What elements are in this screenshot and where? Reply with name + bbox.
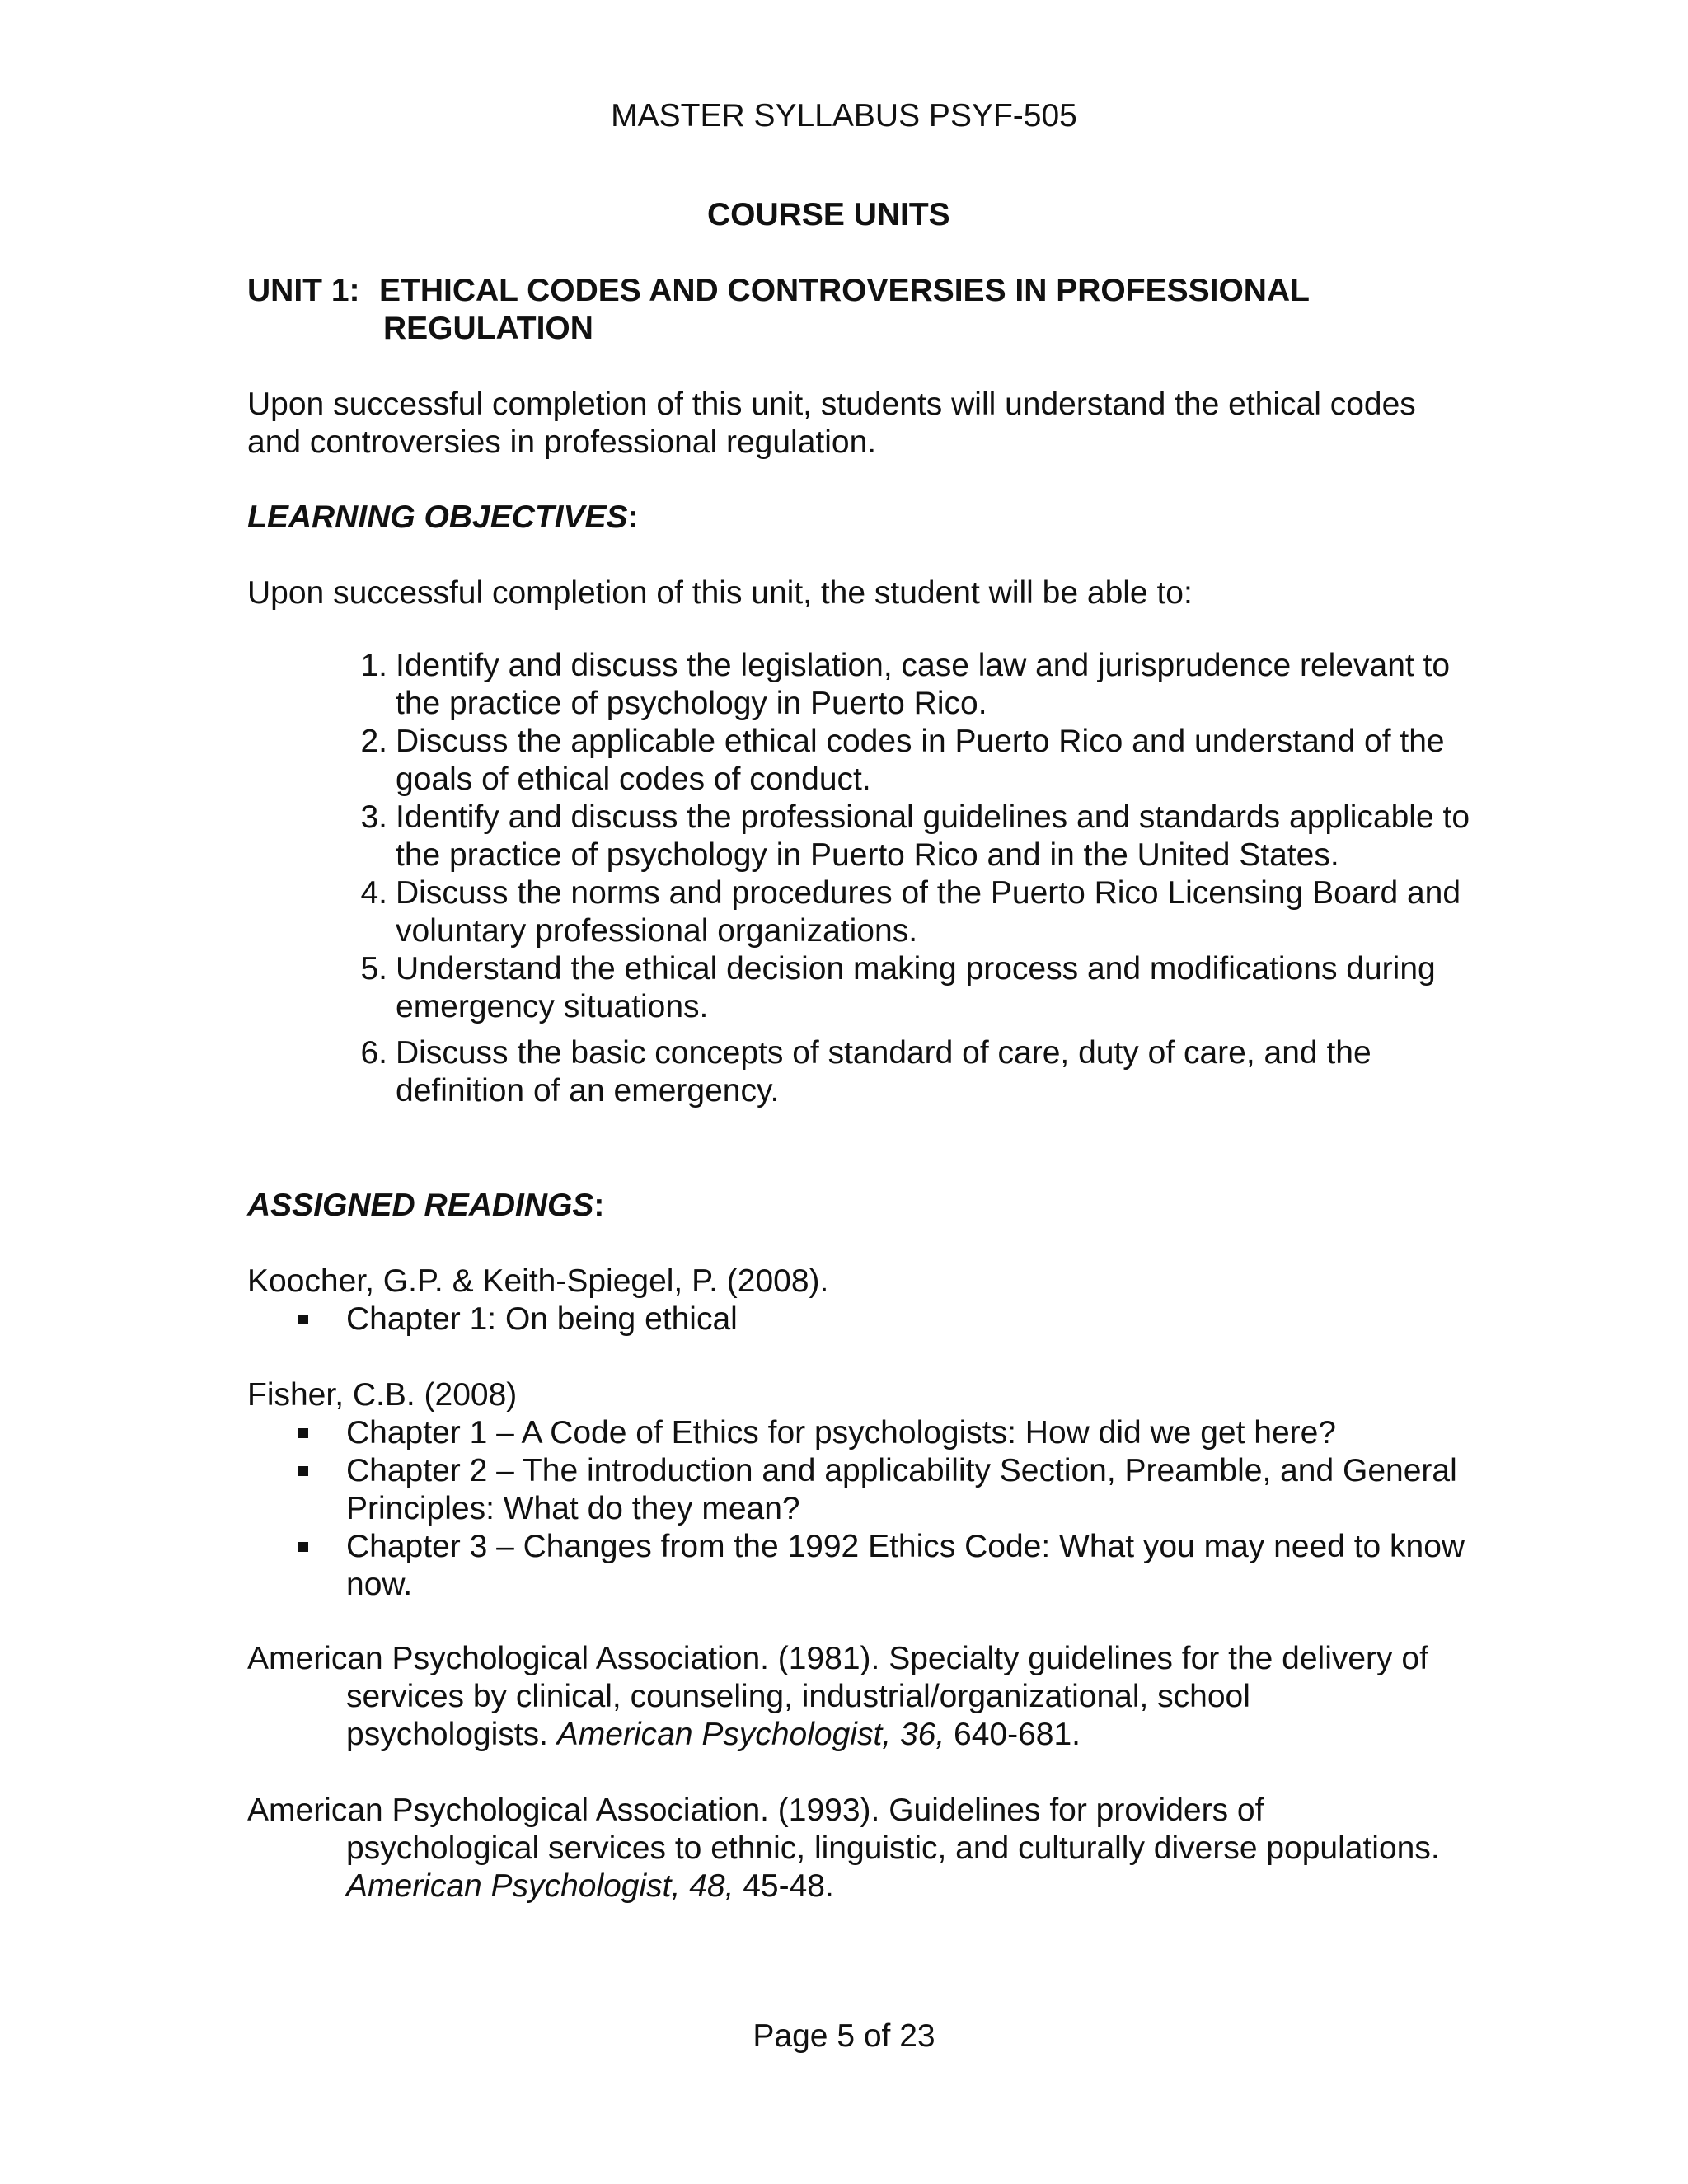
list-item: Chapter 1 – A Code of Ethics for psychologists: How did we get here? [346, 1414, 1500, 1452]
list-item: 6. Discuss the basic concepts of standard of care, duty of care, and the definition of an emergency. [360, 1035, 1372, 1108]
koocher-chapters [297, 1301, 1500, 1338]
unit-title-line1: ETHICAL CODES AND CONTROVERSIES IN PROFESSIONAL [379, 273, 1310, 308]
unit-title-line2: REGULATION [383, 311, 593, 346]
apa-1981-reference: American Psychological Association. (1981). Specialty guidelines for the delivery of services by clinical, counseling, industrial/organizational, school psychologists. American Psychologist, 36, 640-681. [247, 1641, 1428, 1752]
page-number: Page 5 of 23 [753, 2018, 935, 2054]
section-title: COURSE UNITS [707, 197, 950, 232]
unit-heading [247, 272, 1484, 346]
objectives-lead: Upon successful completion of this unit, the student will be able to: [247, 575, 1193, 611]
unit-intro: Upon successful completion of this unit, students will understand the ethical codes and controversies in professional regulation. [247, 387, 1416, 460]
list-item: 4. Discuss the norms and procedures of the Puerto Rico Licensing Board and voluntary professional organizations. [360, 875, 1461, 949]
list-item: 1. Identify and discuss the legislation, case law and jurisprudence relevant to the practice of psychology in Puerto Rico. [360, 648, 1451, 721]
list-item: Chapter 1: On being ethical [346, 1301, 1500, 1338]
running-header: MASTER SYLLABUS PSYF-505 [611, 98, 1077, 134]
apa-1993-reference: American Psychological Association. (1993). Guidelines for providers of psychological services to ethnic, linguistic, and culturally diverse populations. American Psychologist, 48, 45-48. [247, 1793, 1440, 1904]
fisher-chapters [297, 1414, 1500, 1604]
learning-objectives-heading: LEARNING OBJECTIVES: [247, 499, 639, 535]
koocher-citation: Koocher, G.P. & Keith-Spiegel, P. (2008). [247, 1263, 829, 1299]
unit-label: UNIT 1: [247, 273, 360, 308]
list-item: Chapter 3 – Changes from the 1992 Ethics Code: What you may need to know now. [346, 1528, 1500, 1604]
list-item: 3. Identify and discuss the professional guidelines and standards applicable to the practice of psychology in Puerto Rico and in the United States. [360, 799, 1470, 873]
list-item: 2. Discuss the applicable ethical codes in Puerto Rico and understand of the goals of ethical codes of conduct. [360, 724, 1445, 797]
list-item: 5. Understand the ethical decision making process and modifications during emergency situations. [360, 951, 1436, 1024]
list-item: Chapter 2 – The introduction and applicability Section, Preamble, and General Principles: What do they mean? [346, 1452, 1500, 1528]
fisher-citation: Fisher, C.B. (2008) [247, 1377, 518, 1413]
objectives-list [342, 647, 1492, 1110]
assigned-readings-heading: ASSIGNED READINGS: [247, 1188, 605, 1223]
